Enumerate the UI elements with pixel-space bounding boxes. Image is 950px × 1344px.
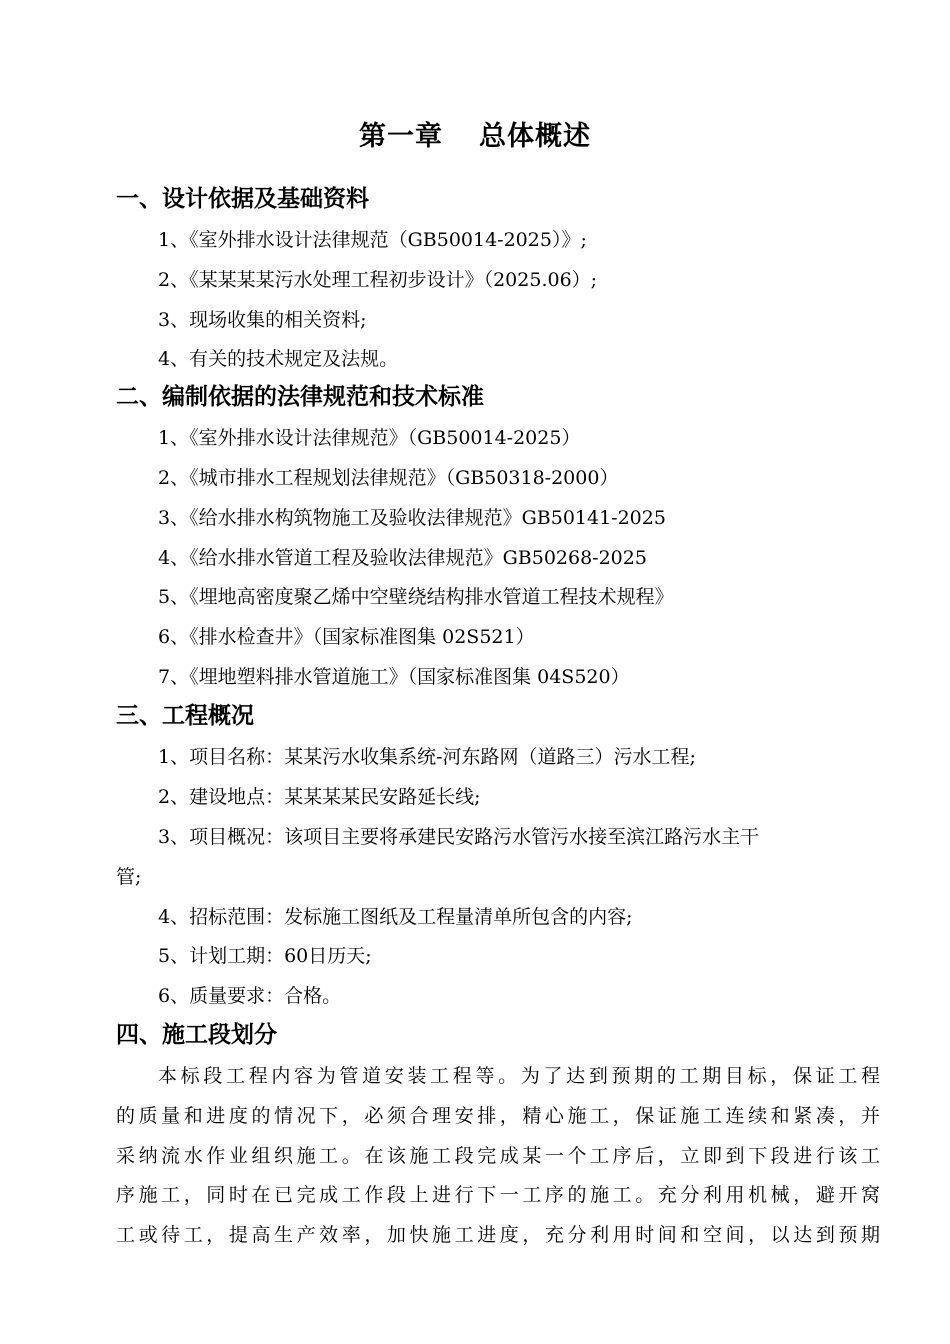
- paragraph-line: 的质量和进度的情况下，必须合理安排，精心施工，保证施工连续和紧凑，并: [116, 1105, 880, 1127]
- section-heading-2: 二、编制依据的法律规范和技术标准: [116, 383, 484, 410]
- list-item: 5、《埋地高密度聚乙烯中空壁绕结构排水管道工程技术规程》: [158, 586, 674, 608]
- list-item: 2、《城市排水工程规划法律规范》（GB50318-2000）: [158, 467, 619, 489]
- list-item: 2、《某某某某污水处理工程初步设计》（2025.06）;: [158, 269, 598, 291]
- list-item: 1、《室外排水设计法律规范（GB50014-2025）》;: [158, 229, 587, 251]
- list-item: 2、建设地点：某某某某民安路延长线;: [158, 786, 481, 808]
- list-item: 1、项目名称：某某污水收集系统-河东路网（道路三）污水工程;: [158, 746, 696, 768]
- list-item-continuation: 管;: [116, 866, 142, 888]
- paragraph-line: 采纳流水作业组织施工。在该施工段完成某一个工序后，立即到下段进行该工: [116, 1145, 880, 1167]
- paragraph-line: 本标段工程内容为管道安装工程等。为了达到预期的工期目标，保证工程: [158, 1065, 880, 1087]
- list-item: 1、《室外排水设计法律规范》（GB50014-2025）: [158, 427, 581, 449]
- list-item: 3、现场收集的相关资料;: [158, 309, 367, 331]
- section-heading-1: 一、设计依据及基础资料: [116, 185, 369, 212]
- chapter-name: 总体概述: [479, 121, 591, 152]
- section-heading-3: 三、工程概况: [116, 702, 254, 729]
- list-item: 5、计划工期：60日历天;: [158, 945, 372, 967]
- list-item: 4、《给水排水管道工程及验收法律规范》GB50268-2025: [158, 547, 647, 569]
- chapter-number: 第一章: [359, 121, 443, 152]
- list-item: 7、《埋地塑料排水管道施工》（国家标准图集 04S520）: [158, 666, 630, 688]
- list-item: 4、招标范围：发标施工图纸及工程量清单所包含的内容;: [158, 906, 633, 928]
- list-item: 6、质量要求：合格。: [158, 985, 342, 1007]
- list-item: 3、《给水排水构筑物施工及验收法律规范》GB50141-2025: [158, 507, 666, 529]
- paragraph-line: 工或待工，提高生产效率，加快施工进度，充分利用时间和空间，以达到预期: [116, 1224, 880, 1246]
- chapter-title: [0, 114, 950, 153]
- section-heading-4: 四、施工段划分: [116, 1021, 277, 1048]
- list-item: 3、项目概况：该项目主要将承建民安路污水管污水接至滨江路污水主干: [158, 826, 760, 848]
- paragraph-line: 序施工，同时在已完成工作段上进行下一工序的施工。充分利用机械，避开窝: [116, 1184, 880, 1206]
- list-item: 6、《排水检查井》（国家标准图集 02S521）: [158, 626, 535, 648]
- list-item: 4、有关的技术规定及法规。: [158, 348, 399, 370]
